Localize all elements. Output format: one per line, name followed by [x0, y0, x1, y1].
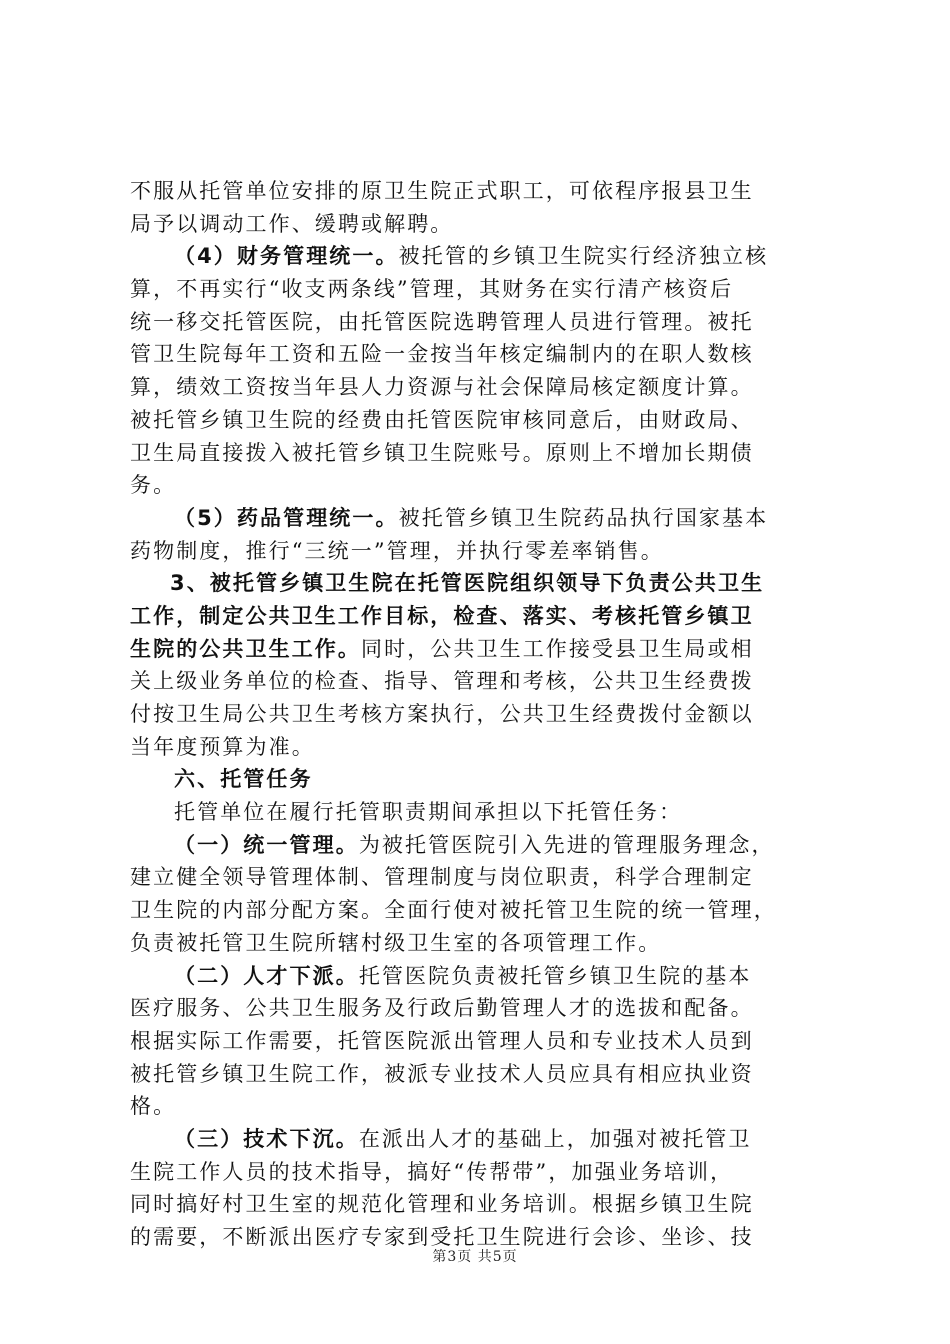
- text-line: 被托管乡镇卫生院工作，被派专业技术人员应具有相应执业资: [130, 1061, 754, 1086]
- text-line: 算，绩效工资按当年县人力资源与社会保障局核定额度计算。: [130, 375, 754, 400]
- heading-rest: 在派出人才的基础上，加强对被托管卫: [358, 1126, 752, 1151]
- text-line: 统一移交托管医院，由托管医院选聘管理人员进行管理。被托: [130, 309, 754, 334]
- text-line: 不服从托管单位安排的原卫生院正式职工，可依程序报县卫生: [130, 179, 754, 203]
- page-footer: 第3页 共5页: [432, 1249, 518, 1265]
- heading-rest: 托管医院负责被托管乡镇卫生院的基本: [358, 963, 752, 988]
- heading-bold: （一）统一管理。: [174, 832, 359, 857]
- text-line: 托管单位在履行托管职责期间承担以下托管任务：: [174, 800, 683, 825]
- heading-rest: 被托管乡镇卫生院药品执行国家基本: [398, 505, 769, 530]
- task-heading-1: [130, 829, 830, 862]
- text-line: 生院工作人员的技术指导，搞好“传帮带”，加强业务培训，: [130, 1159, 734, 1184]
- heading-rest: 同时，公共卫生工作接受县卫生局或相: [361, 636, 754, 661]
- heading-bold: （三）技术下沉。: [174, 1126, 359, 1151]
- section-title-tasks: [130, 763, 830, 796]
- section-heading-5: [130, 502, 830, 535]
- bold-paragraph-line: [130, 633, 830, 666]
- task-heading-2: [130, 960, 830, 993]
- heading-bold: （5）药品管理统一。: [174, 505, 399, 530]
- heading-bold: 生院的公共卫生工作。: [130, 636, 361, 661]
- heading-bold: （4）财务管理统一。: [174, 244, 399, 269]
- text-line: 格。: [130, 1094, 177, 1119]
- text-line: 局予以调动工作、缓聘或解聘。: [130, 211, 454, 236]
- bold-paragraph-line: [130, 567, 830, 600]
- document-body: [130, 175, 830, 1254]
- text-line: 医疗服务、公共卫生服务及行政后勤管理人才的选拔和配备。: [130, 996, 754, 1021]
- text-line: 关上级业务单位的检查、指导、管理和考核，公共卫生经费拨: [130, 669, 754, 694]
- heading-rest: 被托管的乡镇卫生院实行经济独立核: [398, 244, 769, 269]
- text-line: 根据实际工作需要，托管医院派出管理人员和专业技术人员到: [130, 1028, 754, 1053]
- text-line: 管卫生院每年工资和五险一金按当年核定编制内的在职人数核: [130, 342, 754, 367]
- text-line: 算，不再实行“收支两条线”管理，其财务在实行清产核资后: [130, 277, 734, 302]
- text-line: 药物制度，推行“三统一”管理，并执行零差率销售。: [130, 538, 664, 563]
- text-line: 付按卫生局公共卫生考核方案执行，公共卫生经费拨付金额以: [130, 702, 754, 726]
- text-line: 负责被托管卫生院所辖村级卫生室的各项管理工作。: [130, 930, 662, 955]
- bold-paragraph-line: [130, 600, 830, 633]
- heading-bold: 3、被托管乡镇卫生院在托管医院组织领导下负责公共卫生: [170, 571, 765, 596]
- text-line: 的需要，不断派出医疗专家到受托卫生院进行会诊、坐诊、技: [130, 1225, 754, 1249]
- text-line: 当年度预算为准。: [130, 734, 315, 759]
- task-heading-3: [130, 1123, 830, 1156]
- heading-bold: （二）人才下派。: [174, 963, 359, 988]
- heading-rest: 为被托管医院引入先进的管理服务理念，: [358, 832, 775, 857]
- text-line: 建立健全领导管理体制、管理制度与岗位职责，科学合理制定: [130, 865, 754, 890]
- text-line: 被托管乡镇卫生院的经费由托管医院审核同意后，由财政局、: [130, 407, 754, 432]
- text-line: 务。: [130, 473, 177, 498]
- heading-bold: 六、托管任务: [174, 767, 313, 792]
- text-line: 卫生局直接拨入被托管乡镇卫生院账号。原则上不增加长期债: [130, 440, 754, 465]
- section-heading-4: [130, 240, 830, 273]
- text-line: 同时搞好村卫生室的规范化管理和业务培训。根据乡镇卫生院: [130, 1192, 754, 1217]
- heading-bold: 工作，制定公共卫生工作目标，检查、落实、考核托管乡镇卫: [130, 603, 754, 628]
- text-line: 卫生院的内部分配方案。全面行使对被托管卫生院的统一管理，: [130, 898, 777, 923]
